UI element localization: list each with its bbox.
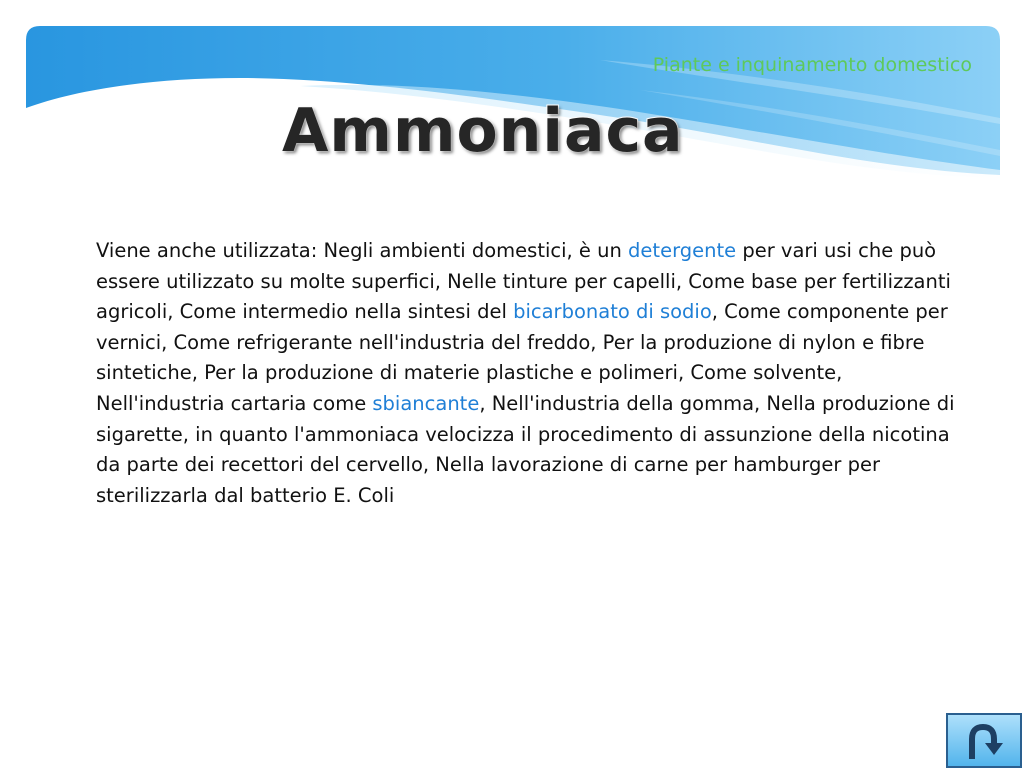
presentation-subtitle: Piante e inquinamento domestico: [652, 54, 972, 76]
slide-title: Ammoniaca: [282, 96, 684, 166]
body-text-segment: , Come componente per vernici, Come refrigerante nell'industria del freddo, Per la produzione di nylon e fibre sintetiche, Per la produzione di materie plastiche e polimeri, Come solvente, Nell'industria cartaria come: [96, 300, 948, 415]
link-detergente[interactable]: detergente: [628, 239, 737, 262]
body-text-segment: per vari usi che può essere utilizzato su molte superfici, Nelle tinture per capelli, Come base per fertilizzanti agricoli, Come intermedio nella sintesi del: [96, 239, 951, 324]
u-turn-arrow-icon: [962, 721, 1006, 761]
body-text-segment: Viene anche utilizzata: Negli ambienti domestici, è un: [96, 239, 629, 262]
link-sbiancante[interactable]: sbiancante: [372, 391, 480, 415]
back-button[interactable]: [946, 713, 1022, 768]
link-bicarbonato-di-sodio[interactable]: bicarbonato di sodio: [513, 300, 712, 324]
body-text-segment: , Nell'industria della gomma, Nella produzione di sigarette, in quanto l'ammoniaca velocizza il procedimento di assunzione della nicotina da parte dei recettori del cervello, Nella lavorazione di carne per hamburger per sterilizzarla dal batterio E. Coli: [96, 391, 955, 507]
body-paragraph: [96, 236, 976, 511]
